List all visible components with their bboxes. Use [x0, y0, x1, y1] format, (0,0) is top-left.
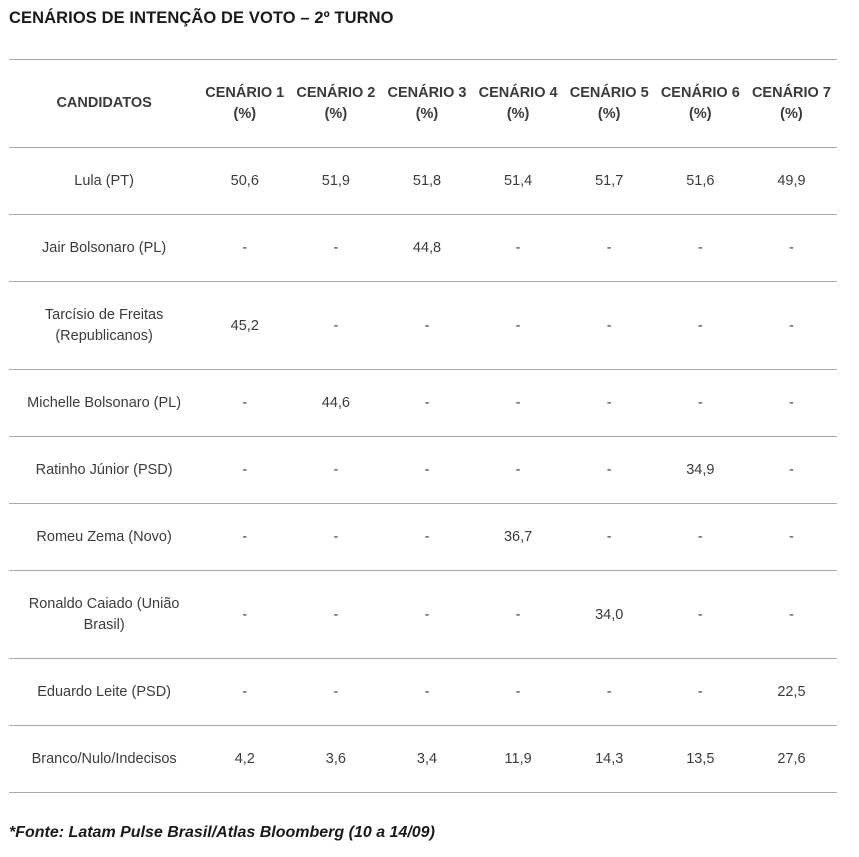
candidate-name-line: (Republicanos) — [55, 327, 153, 344]
column-header-scenario-3 — [381, 60, 472, 148]
scenario-unit: (%) — [506, 105, 530, 122]
table-cell: - — [697, 240, 703, 256]
table-cell: - — [333, 606, 339, 623]
scenario-label: CENÁRIO 5 — [569, 84, 649, 101]
scenario-label: CENÁRIO 2 — [296, 84, 376, 101]
table-cell: - — [333, 317, 339, 334]
table-cell: - — [424, 317, 430, 334]
column-header-scenario-2 — [290, 60, 381, 148]
candidate-name-line: Romeu Zema (Novo) — [36, 528, 172, 545]
table-cell: - — [789, 606, 794, 623]
candidate-name — [9, 370, 199, 437]
page-title: CENÁRIOS DE INTENÇÃO DE VOTO – 2º TURNO — [9, 9, 394, 27]
table-cell: 3,6 — [325, 751, 346, 767]
scenario-label: CENÁRIO 3 — [387, 84, 467, 101]
scenario-label: CENÁRIO 7 — [751, 84, 831, 101]
table-cell: - — [333, 684, 339, 700]
candidate-name-line: Jair Bolsonaro (PL) — [42, 239, 167, 256]
table-cell: - — [242, 684, 248, 700]
scenario-label: CENÁRIO 6 — [660, 84, 740, 101]
table-cell: - — [606, 529, 612, 545]
candidate-name — [9, 571, 199, 659]
table-body — [9, 148, 837, 793]
candidate-name — [9, 148, 199, 215]
table-row — [9, 659, 837, 726]
candidate-name-line: Ronaldo Caiado (União — [28, 595, 180, 612]
table-cell: 34,0 — [595, 606, 624, 623]
table-cell: - — [697, 317, 703, 334]
candidate-name-line: Branco/Nulo/Indecisos — [31, 750, 177, 767]
vote-intention-table — [9, 59, 837, 793]
scenario-label: CENÁRIO 4 — [478, 84, 558, 101]
table-cell: 4,2 — [234, 751, 255, 767]
scenario-unit: (%) — [324, 105, 348, 122]
table-cell: 50,6 — [230, 173, 259, 189]
table-cell: - — [242, 529, 248, 545]
scenario-label: CENÁRIO 1 — [205, 84, 285, 101]
table-cell: - — [789, 240, 794, 256]
table-row — [9, 437, 837, 504]
table-header — [9, 60, 837, 148]
table-cell: 34,9 — [686, 462, 715, 478]
candidate-name — [9, 437, 199, 504]
table-row — [9, 571, 837, 659]
table-cell: - — [515, 317, 521, 334]
table-cell: 14,3 — [595, 751, 624, 767]
table-row — [9, 282, 837, 370]
candidate-name-line: Michelle Bolsonaro (PL) — [27, 394, 182, 411]
table-cell: - — [424, 462, 430, 478]
table-cell: - — [424, 684, 430, 700]
table-cell: 44,6 — [321, 395, 350, 411]
table-cell: 45,2 — [230, 317, 259, 334]
scenario-unit: (%) — [415, 105, 439, 122]
table-cell: - — [333, 462, 339, 478]
column-header-scenario-5 — [564, 60, 655, 148]
header-row — [9, 60, 837, 148]
table-cell: 11,9 — [504, 751, 532, 767]
table-row — [9, 215, 837, 282]
table-cell: - — [242, 240, 248, 256]
scenario-unit: (%) — [233, 105, 257, 122]
table-cell: - — [789, 462, 794, 478]
table-cell: - — [697, 529, 703, 545]
table-cell: - — [697, 395, 703, 411]
table-cell: - — [424, 606, 430, 623]
table-cell: - — [242, 395, 248, 411]
table-cell: - — [424, 395, 430, 411]
table-cell: - — [789, 395, 794, 411]
candidate-name — [9, 726, 199, 793]
table-cell: - — [333, 529, 339, 545]
column-header-scenario-7 — [746, 60, 837, 148]
table-cell: - — [697, 684, 703, 700]
table-cell: - — [515, 395, 521, 411]
candidate-name — [9, 215, 199, 282]
table-cell: - — [606, 395, 612, 411]
candidate-name-line: Lula (PT) — [74, 172, 134, 189]
column-header-scenario-4 — [473, 60, 564, 148]
table-cell: - — [606, 317, 612, 334]
table-cell: - — [515, 684, 521, 700]
candidate-name-line: Eduardo Leite (PSD) — [37, 683, 171, 700]
column-header-candidates: CANDIDATOS — [56, 95, 152, 111]
candidate-name — [9, 282, 199, 370]
scenario-unit: (%) — [780, 105, 803, 122]
table-row — [9, 504, 837, 571]
table-cell: - — [515, 240, 521, 256]
table-cell: 51,9 — [321, 173, 350, 189]
table-cell: 27,6 — [777, 751, 806, 767]
table-row — [9, 370, 837, 437]
scenario-unit: (%) — [689, 105, 712, 122]
table-cell: - — [606, 684, 612, 700]
table-cell: 49,9 — [777, 173, 806, 189]
table-cell: - — [242, 606, 248, 623]
candidate-name-line: Brasil) — [83, 616, 125, 633]
scenario-unit: (%) — [597, 105, 621, 122]
candidate-name — [9, 504, 199, 571]
table-cell: - — [333, 240, 339, 256]
table-cell: 51,7 — [595, 173, 624, 189]
table-cell: - — [242, 462, 248, 478]
table-cell: - — [789, 317, 794, 334]
table-cell: 22,5 — [777, 684, 806, 700]
source-note: *Fonte: Latam Pulse Brasil/Atlas Bloomberg (10 a 14/09) — [9, 824, 435, 841]
table-cell: - — [606, 462, 612, 478]
candidate-name — [9, 659, 199, 726]
table-cell: 51,8 — [412, 173, 442, 189]
candidate-name-line: Tarcísio de Freitas — [44, 306, 164, 323]
table-cell: 36,7 — [503, 529, 533, 545]
table-cell: - — [606, 240, 612, 256]
table-cell: 51,6 — [686, 173, 715, 189]
table-cell: - — [424, 529, 430, 545]
table-cell: 3,4 — [416, 751, 438, 767]
table-cell: 51,4 — [503, 173, 533, 189]
table-cell: 44,8 — [412, 240, 442, 256]
table-cell: - — [697, 606, 703, 623]
table-cell: 13,5 — [686, 751, 715, 767]
table-cell: - — [789, 529, 794, 545]
column-header-scenario-6 — [655, 60, 746, 148]
table-cell: - — [515, 606, 521, 623]
column-header-scenario-1 — [199, 60, 290, 148]
table-cell: - — [515, 462, 521, 478]
table-row — [9, 148, 837, 215]
candidate-name-line: Ratinho Júnior (PSD) — [35, 461, 173, 478]
table-row — [9, 726, 837, 793]
